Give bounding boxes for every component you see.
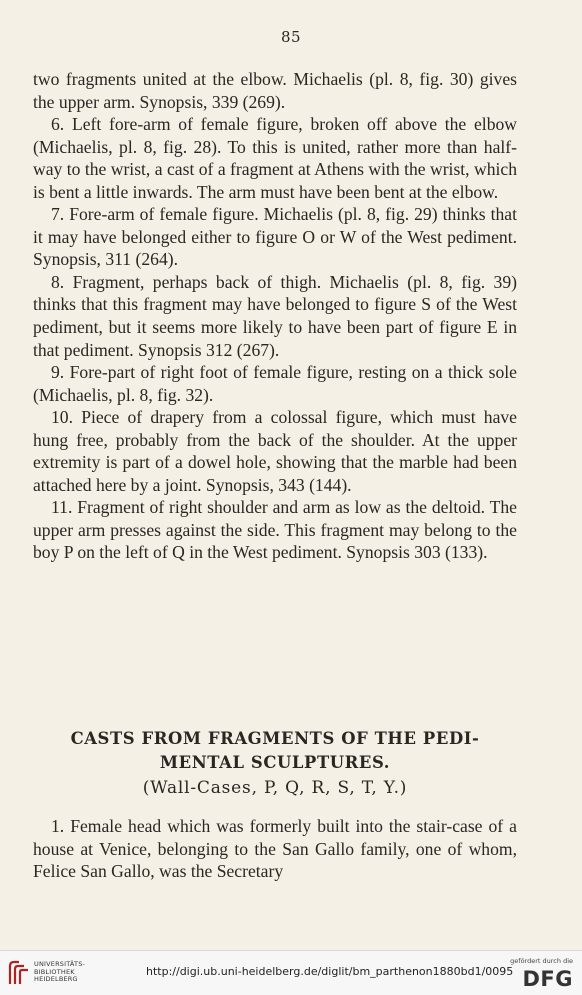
digitization-footer — [0, 950, 582, 995]
paragraph-item-11: 11. Fragment of right shoulder and arm as low as the deltoid. The upper arm presses against the side. This fragment may belong to the boy P on the left of Q in the West pediment. Synopsis 303 (133). — [33, 497, 517, 563]
section-subheading: (Wall-Cases, P, Q, R, S, T, Y.) — [142, 778, 408, 798]
body-text-top — [33, 68, 517, 564]
logo-line-3: HEIDELBERG — [34, 975, 78, 983]
logo-line-1: UNIVERSITÄTS- — [34, 960, 86, 968]
section-heading-line1: CASTS FROM FRAGMENTS OF THE PEDI- — [70, 729, 480, 748]
university-library-logo-icon — [7, 960, 31, 986]
paragraph-item-6: 6. Left fore-arm of female figure, broken off above the elbow (Michaelis, pl. 8, fig. 28). To this is united, rather more than half-way to the wrist, a cast of a fragment at Athens with the wrist, which is bent a little inwards. The arm must have been bent at the elbow. — [33, 114, 517, 202]
paragraph-continuation: two fragments united at the elbow. Michaelis (pl. 8, fig. 30) gives the upper arm. Synopsis, 339 (269). — [33, 69, 517, 112]
paragraph-item-1: 1. Female head which was formerly built into the stair-case of a house at Venice, belonging to the San Gallo family, one of whom, Felice San Gallo, was the Secretary — [33, 816, 517, 882]
funding-caption: gefördert durch die — [510, 957, 573, 965]
paragraph-item-7: 7. Fore-arm of female figure. Michaelis (pl. 8, fig. 29) thinks that it may have belonged either to figure O or W of the West pediment. Synopsis, 311 (264). — [33, 204, 517, 270]
paragraph-item-9: 9. Fore-part of right foot of female figure, resting on a thick sole (Michaelis, pl. 8, fig. 32). — [33, 362, 517, 405]
body-text-bottom — [33, 815, 517, 883]
dfg-logo: DFG — [522, 967, 573, 991]
section-heading-line2: MENTAL SCULPTURES. — [159, 753, 391, 772]
logo-line-2: BIBLIOTHEK — [34, 967, 75, 976]
paragraph-item-10: 10. Piece of drapery from a colossal figure, which must have hung free, probably from the back of the shoulder. At the upper extremity is part of a dowel hole, showing that the marble had been attached here by a joint. Synopsis, 343 (144). — [33, 407, 517, 495]
paragraph-item-8: 8. Fragment, perhaps back of thigh. Michaelis (pl. 8, fig. 39) thinks that this fragment may have belonged to figure S of the West pediment, but it seems more likely to have been part of figure E in that pediment. Synopsis 312 (267). — [33, 271, 517, 360]
permalink-url[interactable]: http://digi.ub.uni-heidelberg.de/diglit/bm_parthenon1880bd1/0095 — [146, 965, 514, 978]
university-library-name — [34, 961, 85, 984]
page-number: 85 — [280, 28, 302, 46]
